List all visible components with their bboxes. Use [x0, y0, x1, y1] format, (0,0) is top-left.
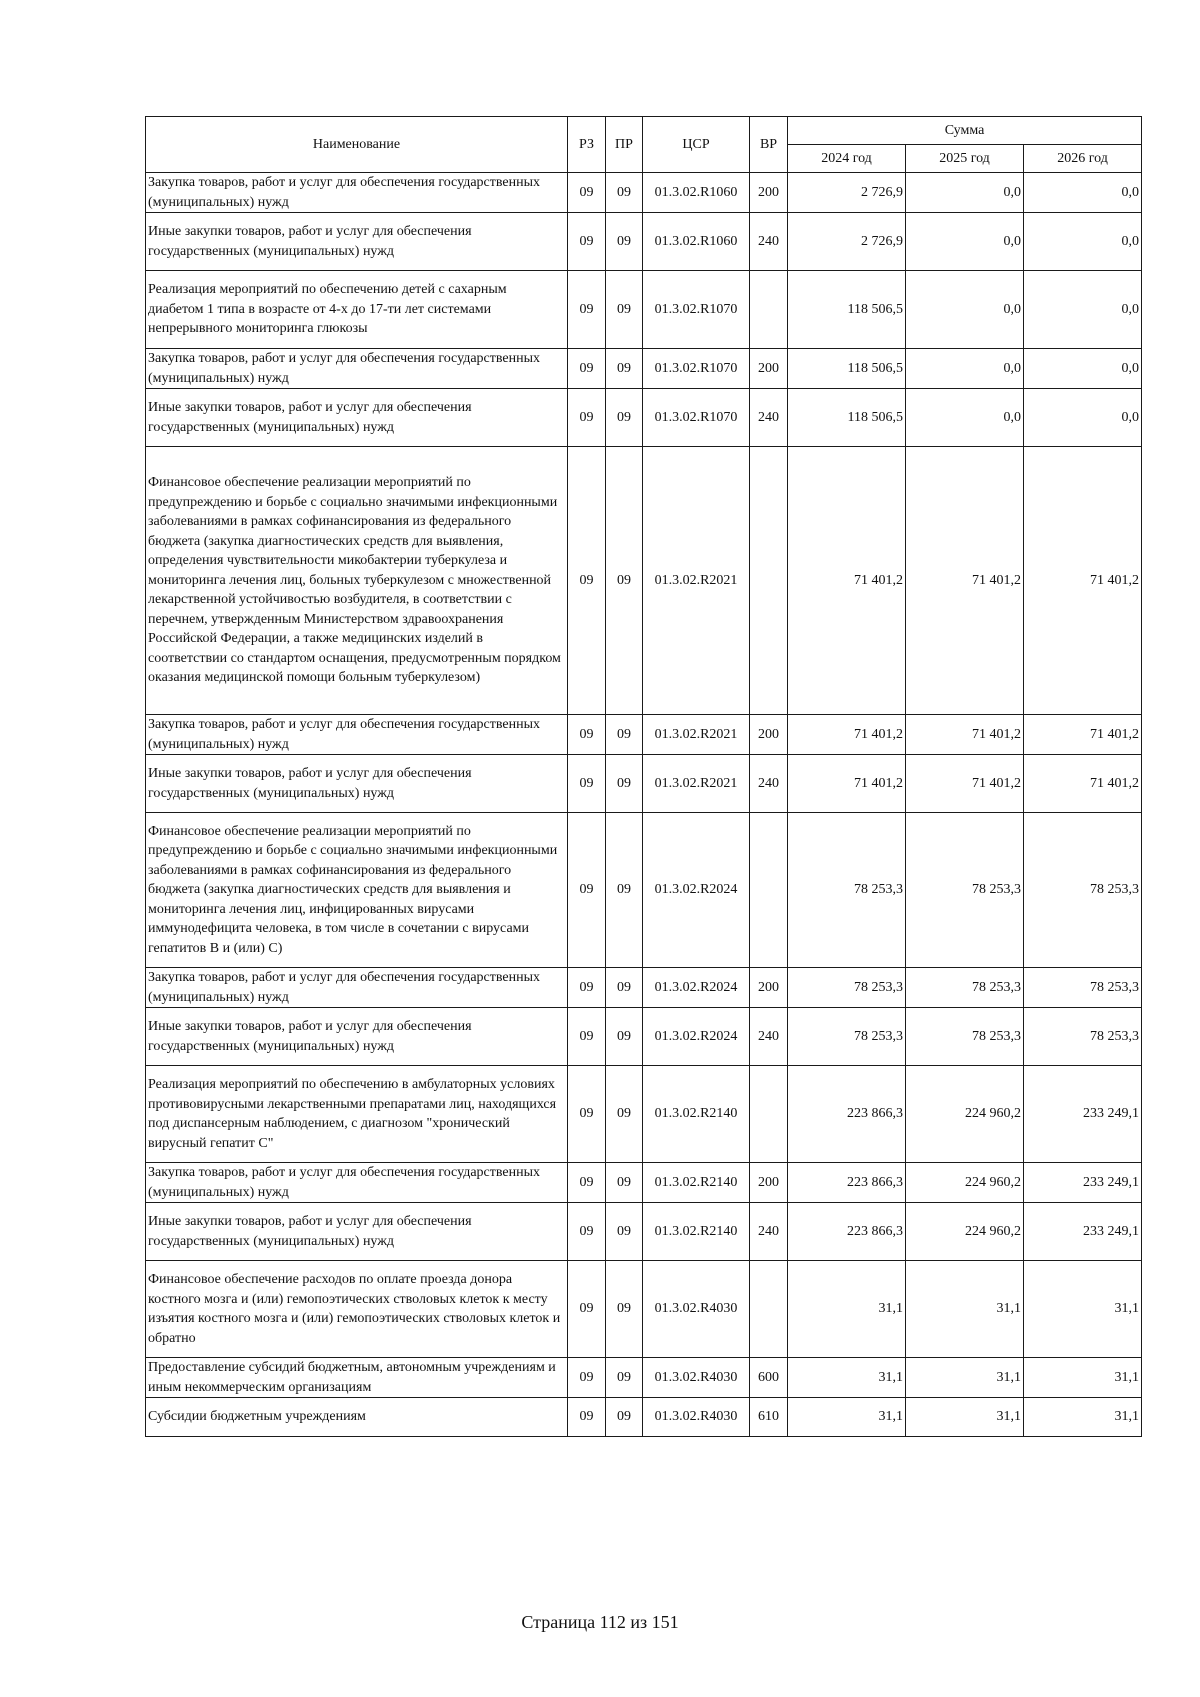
table-row	[146, 1261, 1142, 1358]
cell-pr: 09	[606, 271, 643, 349]
cell-2025: 31,1	[906, 1398, 1024, 1437]
cell-csr: 01.3.02.R4030	[643, 1261, 750, 1358]
cell-name: Иные закупки товаров, работ и услуг для обеспечения государственных (муниципальных) нужд	[146, 1008, 568, 1066]
cell-2026: 78 253,3	[1024, 968, 1142, 1008]
cell-2024: 78 253,3	[788, 1008, 906, 1066]
cell-rz: 09	[568, 271, 606, 349]
cell-rz: 09	[568, 1358, 606, 1398]
cell-2024: 2 726,9	[788, 173, 906, 213]
cell-vr: 240	[750, 1203, 788, 1261]
cell-2024: 223 866,3	[788, 1203, 906, 1261]
cell-name: Иные закупки товаров, работ и услуг для обеспечения государственных (муниципальных) нужд	[146, 213, 568, 271]
cell-vr	[750, 813, 788, 968]
cell-pr: 09	[606, 1066, 643, 1163]
cell-rz: 09	[568, 1008, 606, 1066]
cell-pr: 09	[606, 968, 643, 1008]
cell-2024: 78 253,3	[788, 813, 906, 968]
table-body	[146, 173, 1142, 1437]
cell-2025: 31,1	[906, 1261, 1024, 1358]
cell-name: Иные закупки товаров, работ и услуг для обеспечения государственных (муниципальных) нужд	[146, 1203, 568, 1261]
table-row	[146, 1398, 1142, 1437]
cell-rz: 09	[568, 1066, 606, 1163]
cell-2026: 0,0	[1024, 271, 1142, 349]
cell-pr: 09	[606, 349, 643, 389]
cell-name: Субсидии бюджетным учреждениям	[146, 1398, 568, 1437]
cell-2026: 31,1	[1024, 1261, 1142, 1358]
cell-2024: 71 401,2	[788, 715, 906, 755]
table-row	[146, 213, 1142, 271]
cell-csr: 01.3.02.R2140	[643, 1066, 750, 1163]
page-number: Страница 112 из 151	[521, 1612, 679, 1632]
cell-vr	[750, 447, 788, 715]
table-row	[146, 173, 1142, 213]
cell-vr: 240	[750, 755, 788, 813]
header-rz: РЗ	[568, 117, 606, 173]
cell-2025: 0,0	[906, 173, 1024, 213]
cell-name: Иные закупки товаров, работ и услуг для обеспечения государственных (муниципальных) нужд	[146, 755, 568, 813]
cell-name: Закупка товаров, работ и услуг для обеспечения государственных (муниципальных) нужд	[146, 968, 568, 1008]
cell-2024: 71 401,2	[788, 755, 906, 813]
cell-2024: 71 401,2	[788, 447, 906, 715]
cell-rz: 09	[568, 1398, 606, 1437]
cell-2026: 71 401,2	[1024, 715, 1142, 755]
cell-csr: 01.3.02.R4030	[643, 1358, 750, 1398]
cell-2025: 71 401,2	[906, 755, 1024, 813]
cell-2026: 31,1	[1024, 1398, 1142, 1437]
cell-2025: 31,1	[906, 1358, 1024, 1398]
header-year-2024: 2024 год	[788, 145, 906, 173]
cell-csr: 01.3.02.R1070	[643, 271, 750, 349]
cell-2025: 224 960,2	[906, 1203, 1024, 1261]
cell-pr: 09	[606, 1008, 643, 1066]
cell-csr: 01.3.02.R4030	[643, 1398, 750, 1437]
table-row	[146, 389, 1142, 447]
cell-vr: 200	[750, 349, 788, 389]
cell-name: Финансовое обеспечение реализации мероприятий по предупреждению и борьбе с социально значимыми инфекционными заболеваниями в рамках софинансирования из федерального бюджета (закупка диагностических средств для выявления и мониторинга лечения лиц, инфицированных вирусами иммунодефицита человека, в том числе в сочетании с вирусами гепатитов В и (или) С)	[146, 813, 568, 968]
cell-name: Предоставление субсидий бюджетным, автономным учреждениям и иным некоммерческим организациям	[146, 1358, 568, 1398]
cell-pr: 09	[606, 1163, 643, 1203]
cell-csr: 01.3.02.R1070	[643, 389, 750, 447]
cell-2026: 233 249,1	[1024, 1163, 1142, 1203]
cell-2026: 78 253,3	[1024, 1008, 1142, 1066]
cell-2026: 0,0	[1024, 213, 1142, 271]
cell-csr: 01.3.02.R1060	[643, 213, 750, 271]
cell-csr: 01.3.02.R2021	[643, 715, 750, 755]
cell-2024: 118 506,5	[788, 349, 906, 389]
cell-rz: 09	[568, 715, 606, 755]
cell-2024: 2 726,9	[788, 213, 906, 271]
cell-2026: 71 401,2	[1024, 755, 1142, 813]
cell-pr: 09	[606, 1398, 643, 1437]
cell-2025: 0,0	[906, 271, 1024, 349]
cell-vr: 240	[750, 389, 788, 447]
cell-2024: 31,1	[788, 1358, 906, 1398]
cell-rz: 09	[568, 1163, 606, 1203]
cell-rz: 09	[568, 349, 606, 389]
cell-csr: 01.3.02.R2140	[643, 1203, 750, 1261]
cell-vr: 240	[750, 213, 788, 271]
cell-2025: 78 253,3	[906, 813, 1024, 968]
table-row	[146, 755, 1142, 813]
cell-2026: 31,1	[1024, 1358, 1142, 1398]
cell-csr: 01.3.02.R2024	[643, 1008, 750, 1066]
cell-pr: 09	[606, 213, 643, 271]
cell-name: Закупка товаров, работ и услуг для обеспечения государственных (муниципальных) нужд	[146, 349, 568, 389]
table-row	[146, 813, 1142, 968]
cell-2024: 118 506,5	[788, 389, 906, 447]
cell-csr: 01.3.02.R2021	[643, 755, 750, 813]
cell-2026: 78 253,3	[1024, 813, 1142, 968]
cell-pr: 09	[606, 1358, 643, 1398]
cell-name: Закупка товаров, работ и услуг для обеспечения государственных (муниципальных) нужд	[146, 1163, 568, 1203]
cell-pr: 09	[606, 389, 643, 447]
table-header	[146, 117, 1142, 173]
cell-csr: 01.3.02.R2021	[643, 447, 750, 715]
cell-2024: 31,1	[788, 1398, 906, 1437]
cell-csr: 01.3.02.R1070	[643, 349, 750, 389]
cell-name: Финансовое обеспечение расходов по оплате проезда донора костного мозга и (или) гемопоэтических стволовых клеток к месту изъятия костного мозга и (или) гемопоэтических стволовых клеток и обратно	[146, 1261, 568, 1358]
cell-pr: 09	[606, 1261, 643, 1358]
cell-2025: 224 960,2	[906, 1163, 1024, 1203]
cell-name: Реализация мероприятий по обеспечению в амбулаторных условиях противовирусными лекарственными препаратами лиц, находящихся под диспансерным наблюдением, с диагнозом "хронический вирусный гепатит С"	[146, 1066, 568, 1163]
cell-rz: 09	[568, 173, 606, 213]
cell-csr: 01.3.02.R2140	[643, 1163, 750, 1203]
table-row	[146, 1163, 1142, 1203]
cell-pr: 09	[606, 813, 643, 968]
cell-csr: 01.3.02.R2024	[643, 968, 750, 1008]
table-row	[146, 447, 1142, 715]
table-row	[146, 1358, 1142, 1398]
cell-vr: 200	[750, 715, 788, 755]
cell-rz: 09	[568, 389, 606, 447]
cell-name: Финансовое обеспечение реализации мероприятий по предупреждению и борьбе с социально значимыми инфекционными заболеваниями в рамках софинансирования из федерального бюджета (закупка диагностических средств для выявления, определения чувствительности микобактерии туберкулеза и мониторинга лечения лиц, больных туберкулезом с множественной лекарственной устойчивостью возбудителя, в соответствии с перечнем, утвержденным Министерством здравоохранения Российской Федерации, а также медицинских изделий в соответствии со стандартом оснащения, предусмотренным порядком оказания медицинской помощи больным туберкулезом)	[146, 447, 568, 715]
cell-vr: 200	[750, 173, 788, 213]
cell-2025: 71 401,2	[906, 447, 1024, 715]
table-row	[146, 715, 1142, 755]
cell-vr	[750, 1261, 788, 1358]
cell-csr: 01.3.02.R1060	[643, 173, 750, 213]
cell-2026: 0,0	[1024, 173, 1142, 213]
cell-csr: 01.3.02.R2024	[643, 813, 750, 968]
header-year-2025: 2025 год	[906, 145, 1024, 173]
cell-rz: 09	[568, 1203, 606, 1261]
cell-2024: 223 866,3	[788, 1066, 906, 1163]
cell-vr: 610	[750, 1398, 788, 1437]
header-csr: ЦСР	[643, 117, 750, 173]
cell-2025: 78 253,3	[906, 1008, 1024, 1066]
cell-2024: 31,1	[788, 1261, 906, 1358]
cell-name: Закупка товаров, работ и услуг для обеспечения государственных (муниципальных) нужд	[146, 173, 568, 213]
cell-rz: 09	[568, 968, 606, 1008]
cell-name: Реализация мероприятий по обеспечению детей с сахарным диабетом 1 типа в возрасте от 4-х до 17-ти лет системами непрерывного мониторинга глюкозы	[146, 271, 568, 349]
cell-2024: 78 253,3	[788, 968, 906, 1008]
cell-2026: 71 401,2	[1024, 447, 1142, 715]
cell-2025: 0,0	[906, 389, 1024, 447]
cell-2025: 0,0	[906, 213, 1024, 271]
header-vr: ВР	[750, 117, 788, 173]
header-name: Наименование	[146, 117, 568, 173]
cell-2024: 223 866,3	[788, 1163, 906, 1203]
cell-rz: 09	[568, 447, 606, 715]
table-row	[146, 1066, 1142, 1163]
cell-rz: 09	[568, 813, 606, 968]
cell-vr	[750, 1066, 788, 1163]
cell-vr: 200	[750, 968, 788, 1008]
cell-vr: 240	[750, 1008, 788, 1066]
cell-pr: 09	[606, 173, 643, 213]
table-row	[146, 968, 1142, 1008]
header-pr: ПР	[606, 117, 643, 173]
table-row	[146, 271, 1142, 349]
cell-rz: 09	[568, 755, 606, 813]
header-year-2026: 2026 год	[1024, 145, 1142, 173]
cell-vr: 600	[750, 1358, 788, 1398]
cell-name: Иные закупки товаров, работ и услуг для обеспечения государственных (муниципальных) нужд	[146, 389, 568, 447]
cell-2024: 118 506,5	[788, 271, 906, 349]
cell-rz: 09	[568, 213, 606, 271]
cell-pr: 09	[606, 447, 643, 715]
cell-pr: 09	[606, 755, 643, 813]
cell-pr: 09	[606, 1203, 643, 1261]
cell-2025: 71 401,2	[906, 715, 1024, 755]
cell-vr	[750, 271, 788, 349]
cell-2025: 78 253,3	[906, 968, 1024, 1008]
cell-pr: 09	[606, 715, 643, 755]
budget-table	[145, 116, 1142, 1437]
cell-rz: 09	[568, 1261, 606, 1358]
cell-2026: 233 249,1	[1024, 1066, 1142, 1163]
table-row	[146, 1008, 1142, 1066]
table-row	[146, 1203, 1142, 1261]
cell-2025: 0,0	[906, 349, 1024, 389]
table-row	[146, 349, 1142, 389]
cell-name: Закупка товаров, работ и услуг для обеспечения государственных (муниципальных) нужд	[146, 715, 568, 755]
cell-vr: 200	[750, 1163, 788, 1203]
header-sum: Сумма	[788, 117, 1142, 145]
cell-2026: 233 249,1	[1024, 1203, 1142, 1261]
cell-2026: 0,0	[1024, 389, 1142, 447]
cell-2026: 0,0	[1024, 349, 1142, 389]
cell-2025: 224 960,2	[906, 1066, 1024, 1163]
